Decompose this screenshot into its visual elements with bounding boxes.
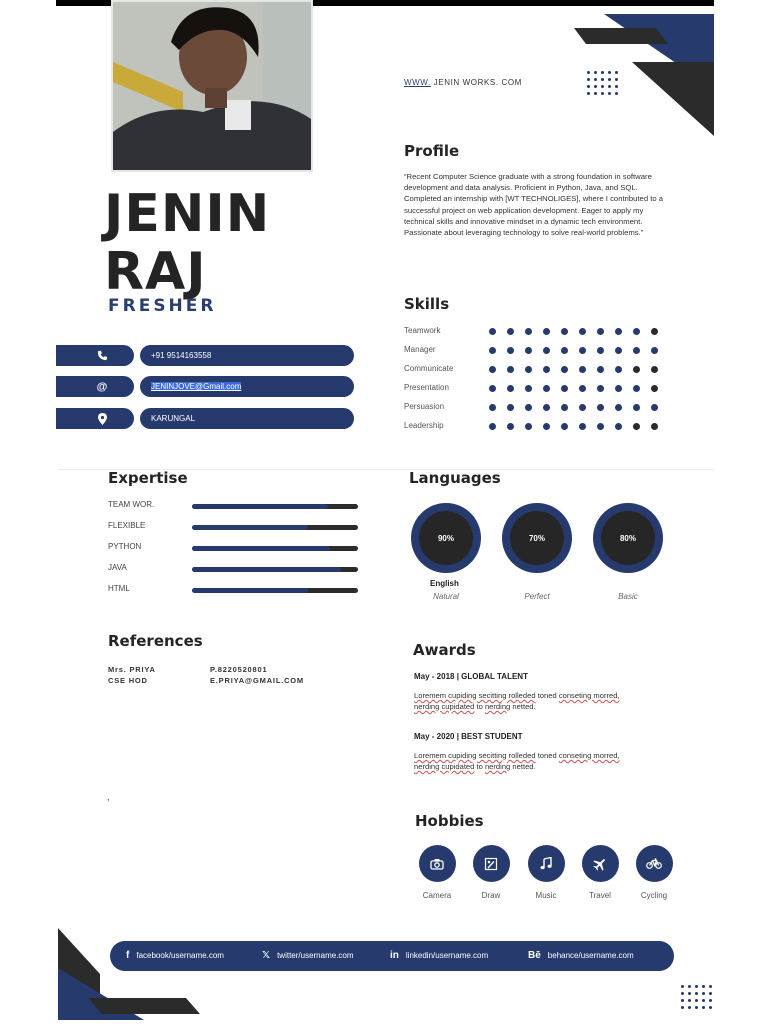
behance-icon: Bē xyxy=(528,950,541,961)
phone-value[interactable]: +91 9514163558 xyxy=(140,345,354,366)
skills-heading: Skills xyxy=(404,295,450,313)
language-percent: 90% xyxy=(419,511,473,565)
expertise-label: TEAM WOR. xyxy=(108,500,155,509)
rating-dot-filled xyxy=(507,328,514,335)
languages-heading: Languages xyxy=(409,469,501,487)
skill-label: Presentation xyxy=(404,383,449,392)
rating-dot-filled xyxy=(579,328,586,335)
reference-person xyxy=(108,664,156,686)
rating-dot-filled xyxy=(597,328,604,335)
expertise-heading: Expertise xyxy=(108,469,188,487)
skill-rating xyxy=(489,404,658,411)
social-links-bar xyxy=(110,941,674,971)
job-title: FRESHER xyxy=(108,296,217,316)
draw-icon xyxy=(473,845,510,882)
language-circle xyxy=(411,503,481,573)
skill-rating xyxy=(489,347,658,354)
skill-rating xyxy=(489,328,658,335)
award-description: Loremem cupiding secitting rolleded toned conseting morred, nerding cupidated to nerding netted. xyxy=(414,751,620,771)
rating-dot-filled xyxy=(507,366,514,373)
rating-dot-empty xyxy=(633,423,640,430)
profile-photo-illustration xyxy=(113,2,313,172)
rating-dot-filled xyxy=(579,347,586,354)
hobby-label: Travel xyxy=(589,891,611,900)
award-description: Loremem cupiding secitting rolleded toned conseting morred, nerding cupidated to nerding netted. xyxy=(414,691,620,711)
expertise-bar-fill xyxy=(192,525,308,530)
rating-dot-filled xyxy=(507,385,514,392)
contact-email-row xyxy=(56,376,354,397)
reference-email: E.PRIYA@GMAIL.COM xyxy=(210,676,304,685)
dot-pattern-bottom xyxy=(681,985,712,1009)
expertise-bar-fill xyxy=(192,567,341,572)
rating-dot-filled xyxy=(525,347,532,354)
rating-dot-filled xyxy=(543,347,550,354)
rating-dot-filled xyxy=(579,366,586,373)
rating-dot-filled xyxy=(597,366,604,373)
reference-role: CSE HOD xyxy=(108,676,148,685)
rating-dot-filled xyxy=(507,404,514,411)
first-name: JENIN xyxy=(104,184,271,244)
rating-dot-filled xyxy=(561,404,568,411)
rating-dot-empty xyxy=(651,328,658,335)
language-percent: 70% xyxy=(510,511,564,565)
language-english xyxy=(411,503,481,573)
linkedin-icon: in xyxy=(390,950,399,961)
skill-label: Communicate xyxy=(404,364,454,373)
rating-dot-filled xyxy=(579,404,586,411)
expertise-label: FLEXIBLE xyxy=(108,521,146,530)
award-title: May - 2020 | BEST STUDENT xyxy=(414,732,523,741)
rating-dot-empty xyxy=(651,366,658,373)
hobby-label: Music xyxy=(535,891,557,900)
rating-dot-filled xyxy=(597,404,604,411)
rating-dot-empty xyxy=(633,366,640,373)
email-pill[interactable] xyxy=(140,376,354,397)
rating-dot-filled xyxy=(615,404,622,411)
rating-dot-filled xyxy=(651,404,658,411)
rating-dot-filled xyxy=(561,347,568,354)
rating-dot-filled xyxy=(561,385,568,392)
hobby-cycling xyxy=(635,845,673,900)
rating-dot-filled xyxy=(615,328,622,335)
hobby-label: Cycling xyxy=(640,891,668,900)
rating-dot-filled xyxy=(597,347,604,354)
contact-phone-row xyxy=(56,345,354,366)
music-icon xyxy=(528,845,565,882)
language-circle xyxy=(502,503,572,573)
awards-heading: Awards xyxy=(413,641,476,659)
reference-name: Mrs. PRIYA xyxy=(108,665,156,674)
expertise-bar xyxy=(192,504,358,509)
hobby-label: Draw xyxy=(481,891,501,900)
dot-pattern-top xyxy=(587,71,618,95)
skill-label: Leadership xyxy=(404,421,444,430)
location-value: KARUNGAL xyxy=(140,408,354,429)
rating-dot-filled xyxy=(525,385,532,392)
rating-dot-filled xyxy=(615,347,622,354)
rating-dot-filled xyxy=(561,328,568,335)
hobbies-heading: Hobbies xyxy=(415,812,484,830)
rating-dot-filled xyxy=(597,423,604,430)
linkedin-link[interactable]: in linkedin/username.com xyxy=(390,950,489,961)
website-link[interactable]: WWW. JENIN WORKS. COM xyxy=(404,78,522,87)
rating-dot-filled xyxy=(543,423,550,430)
reference-contact xyxy=(210,664,304,686)
award-title: May - 2018 | GLOBAL TALENT xyxy=(414,672,528,681)
skill-label: Persuasion xyxy=(404,402,445,411)
rating-dot-filled xyxy=(543,404,550,411)
hobby-music xyxy=(527,845,565,900)
rating-dot-filled xyxy=(507,347,514,354)
rating-dot-filled xyxy=(615,366,622,373)
language-name: English xyxy=(430,579,459,588)
expertise-label: HTML xyxy=(108,584,130,593)
language-percent: 80% xyxy=(601,511,655,565)
location-pin-icon xyxy=(56,408,134,429)
rating-dot-filled xyxy=(561,423,568,430)
expertise-bar xyxy=(192,567,358,572)
rating-dot-filled xyxy=(489,366,496,373)
camera-icon xyxy=(419,845,456,882)
hobby-label: Camera xyxy=(422,891,452,900)
language-level: Basic xyxy=(618,592,638,601)
rating-dot-filled xyxy=(633,385,640,392)
expertise-bar-fill xyxy=(192,588,308,593)
rating-dot-filled xyxy=(525,328,532,335)
rating-dot-filled xyxy=(489,385,496,392)
profile-heading: Profile xyxy=(404,142,460,160)
behance-link[interactable]: Bē behance/username.com xyxy=(528,950,634,961)
rating-dot-filled xyxy=(615,385,622,392)
rating-dot-filled xyxy=(507,423,514,430)
skill-rating xyxy=(489,423,658,430)
last-name: RAJ xyxy=(104,242,207,302)
stray-mark: , xyxy=(107,792,110,802)
rating-dot-filled xyxy=(489,347,496,354)
language-level: Natural xyxy=(433,592,459,601)
rating-dot-filled xyxy=(579,385,586,392)
twitter-link[interactable]: 𝕏 twitter/username.com xyxy=(262,950,354,961)
rating-dot-filled xyxy=(525,366,532,373)
hobby-travel xyxy=(581,845,619,900)
rating-dot-filled xyxy=(489,404,496,411)
hobby-camera xyxy=(418,845,456,900)
rating-dot-filled xyxy=(543,385,550,392)
rating-dot-filled xyxy=(651,347,658,354)
skill-label: Manager xyxy=(404,345,436,354)
facebook-link[interactable]: f facebook/username.com xyxy=(126,950,224,961)
rating-dot-filled xyxy=(579,423,586,430)
references-heading: References xyxy=(108,632,203,650)
rating-dot-filled xyxy=(525,404,532,411)
language-level: Perfect xyxy=(524,592,550,601)
skill-label: Teamwork xyxy=(404,326,441,335)
rating-dot-filled xyxy=(561,366,568,373)
rating-dot-empty xyxy=(651,423,658,430)
rating-dot-filled xyxy=(615,423,622,430)
rating-dot-filled xyxy=(543,328,550,335)
rating-dot-filled xyxy=(489,328,496,335)
expertise-label: PYTHON xyxy=(108,542,142,551)
expertise-label: JAVA xyxy=(108,563,127,572)
profile-text: “Recent Computer Science graduate with a strong foundation in software development and data analysis. Proficient in Python, Java, and SQL. Completed an internship with [WT TECHNOLIGES], where I contributed to a successful project on web application development. Eager to apply my technical skills and innovative mindset in a dynamic tech environment. Passionate about leveraging technology to solve real-world problems.” xyxy=(404,172,664,238)
language-circle xyxy=(593,503,663,573)
expertise-bar-fill xyxy=(192,504,328,509)
skill-rating xyxy=(489,366,658,373)
hobby-draw xyxy=(472,845,510,900)
language-second xyxy=(502,503,572,573)
phone-icon xyxy=(56,345,134,366)
expertise-bar xyxy=(192,525,358,530)
skill-rating xyxy=(489,385,658,392)
profile-photo xyxy=(111,0,313,172)
rating-dot-filled xyxy=(543,366,550,373)
rating-dot-empty xyxy=(651,385,658,392)
at-sign-icon: @ xyxy=(56,376,134,397)
facebook-icon: f xyxy=(126,950,130,961)
reference-phone: P.8220520801 xyxy=(210,665,268,674)
rating-dot-filled xyxy=(525,423,532,430)
expertise-bar-fill xyxy=(192,546,330,551)
contact-location-row xyxy=(56,408,354,429)
rating-dot-filled xyxy=(633,328,640,335)
language-third xyxy=(593,503,663,573)
rating-dot-filled xyxy=(597,385,604,392)
bicycle-icon xyxy=(636,845,673,882)
x-twitter-icon: 𝕏 xyxy=(262,950,271,961)
email-value[interactable]: JENINJOVE@Gmail.com xyxy=(151,382,242,391)
rating-dot-filled xyxy=(489,423,496,430)
rating-dot-filled xyxy=(633,347,640,354)
airplane-icon xyxy=(582,845,619,882)
rating-dot-filled xyxy=(633,404,640,411)
expertise-bar xyxy=(192,588,358,593)
expertise-bar xyxy=(192,546,358,551)
